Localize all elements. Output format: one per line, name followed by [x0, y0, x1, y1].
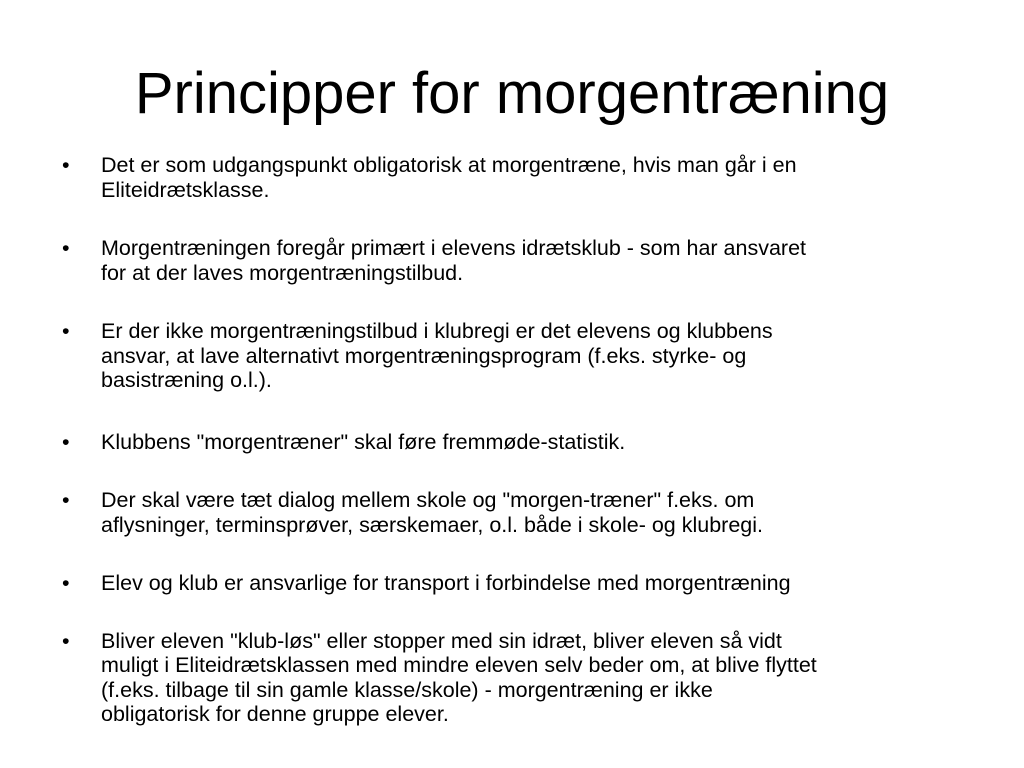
- bullet-list: [64, 153, 964, 727]
- bullet-line: Klubbens "morgentræner" skal føre fremmøde-statistik.: [101, 429, 626, 454]
- bullet-line: obligatorisk for denne gruppe elever.: [101, 702, 449, 726]
- bullet-item: [64, 319, 964, 393]
- bullet-line: Er der ikke morgentræningstilbud i klubregi er det elevens og klubbens: [101, 319, 773, 343]
- bullet-marker: •: [62, 488, 70, 512]
- bullet-line: ansvar, at lave alternativt morgentræningsprogram (f.eks. styrke- og: [101, 343, 747, 368]
- bullet-line: (f.eks. tilbage til sin gamle klasse/skole) - morgentræning er ikke: [101, 677, 713, 702]
- bullet-item: [64, 629, 964, 727]
- bullet-marker: •: [62, 236, 70, 260]
- bullet-item: [64, 236, 964, 285]
- bullet-line: Der skal være tæt dialog mellem skole og "morgen-træner" f.eks. om: [101, 488, 755, 512]
- bullet-item: [64, 571, 964, 596]
- slide-title: Principper for morgentræning: [134, 61, 890, 126]
- bullet-line: muligt i Eliteidrætsklassen med mindre eleven selv beder om, at blive flyttet: [101, 653, 817, 677]
- bullet-marker: •: [62, 571, 70, 595]
- bullet-line: Elev og klub er ansvarlige for transport i forbindelse med morgentræning: [101, 571, 791, 595]
- bullet-marker: •: [62, 429, 70, 454]
- bullet-line: Eliteidrætsklasse.: [101, 177, 270, 202]
- bullet-line: basistræning o.l.).: [101, 368, 272, 392]
- bullet-line: Bliver eleven "klub-løs" eller stopper med sin idræt, bliver eleven så vidt: [101, 628, 782, 653]
- bullet-marker: •: [62, 153, 70, 177]
- bullet-line: for at der laves morgentræningstilbud.: [101, 260, 464, 285]
- bullet-marker: •: [62, 319, 70, 343]
- bullet-line: Morgentræningen foregår primært i elevens idrætsklub - som har ansvaret: [101, 236, 807, 260]
- bullet-line: Det er som udgangspunkt obligatorisk at morgentræne, hvis man går i en: [101, 153, 797, 177]
- bullet-item: [64, 153, 964, 202]
- bullet-line: aflysninger, terminsprøver, særskemaer, o.l. både i skole- og klubregi.: [101, 512, 764, 537]
- bullet-item: [64, 488, 964, 537]
- bullet-marker: •: [62, 628, 70, 653]
- bullet-item: [64, 430, 964, 455]
